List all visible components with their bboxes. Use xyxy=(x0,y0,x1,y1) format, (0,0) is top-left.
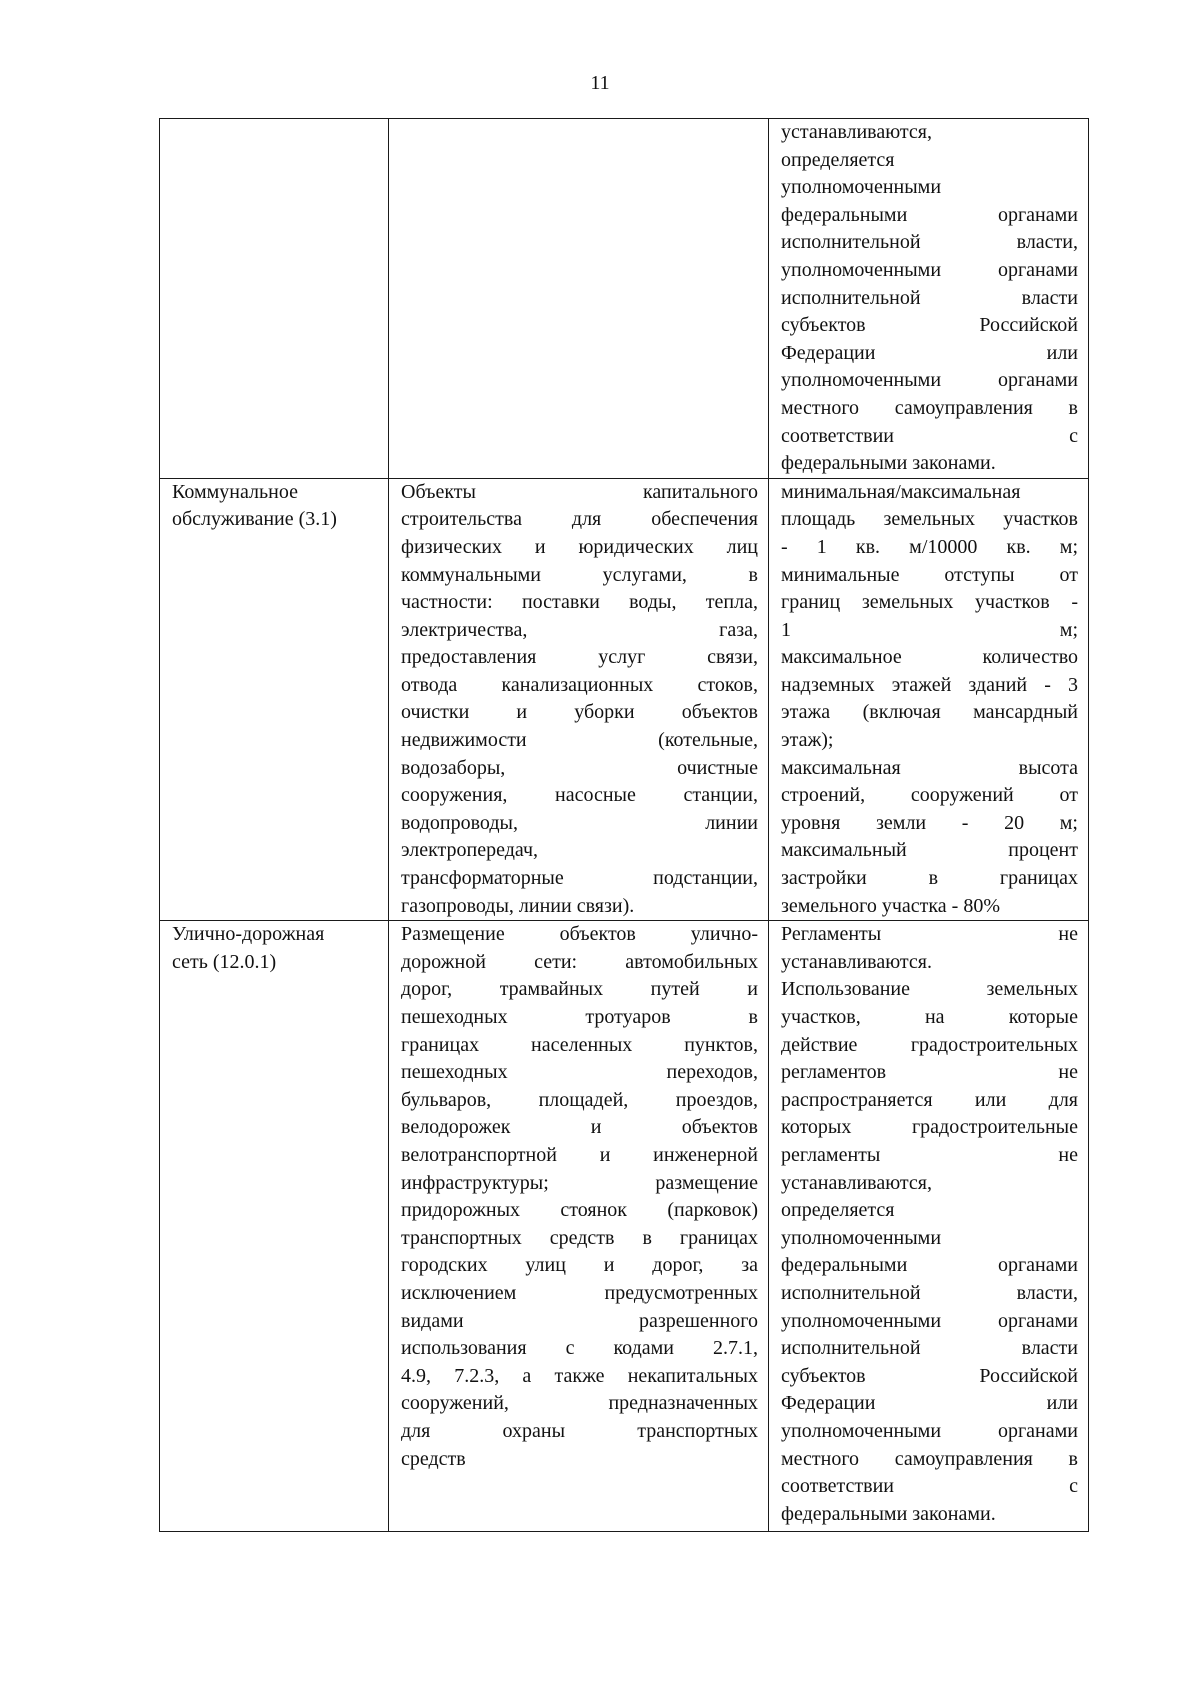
parameter-line: субъектов Российской xyxy=(781,1364,1078,1387)
description-line: инфраструктуры; размещение xyxy=(401,1171,758,1194)
description-line: электричества, газа, xyxy=(401,618,758,641)
use-parameters-cell xyxy=(769,478,1089,921)
use-description-cell xyxy=(389,921,769,1532)
table-row xyxy=(160,119,1089,479)
parameter-line: действие градостроительных xyxy=(781,1033,1078,1056)
description-line: видами разрешенного xyxy=(401,1309,758,1332)
parameter-line: соответствии с xyxy=(781,1475,1078,1498)
use-name-cell xyxy=(160,921,389,1532)
parameter-line: федеральными законами. xyxy=(781,1502,996,1525)
parameter-line: максимальный процент xyxy=(781,839,1078,862)
description-line: городских улиц и дорог, за xyxy=(401,1254,758,1277)
use-description-cell xyxy=(389,478,769,921)
description-line: отвода канализационных стоков, xyxy=(401,673,758,696)
page-number: 11 xyxy=(590,72,610,94)
description-line: велодорожек и объектов xyxy=(401,1116,758,1139)
parameter-line: застройки в границах xyxy=(781,867,1078,890)
description-line: Объекты капитального xyxy=(401,480,758,503)
description-line: пешеходных тротуаров в xyxy=(401,1006,758,1028)
parameter-line: надземных этажей зданий - 3 xyxy=(781,673,1078,696)
parameter-line: минимальные отступы от xyxy=(781,563,1078,586)
use-parameters-cell xyxy=(769,119,1089,479)
parameter-line: максимальная высота xyxy=(781,756,1078,779)
use-description-cell xyxy=(389,119,769,479)
description-line: строительства для обеспечения xyxy=(401,508,758,531)
parameter-line: уполномоченными органами xyxy=(781,369,1078,392)
description-line: трансформаторные подстанции, xyxy=(401,867,758,890)
description-line: Размещение объектов улично- xyxy=(401,923,758,946)
parameter-line: устанавливаются. xyxy=(781,950,932,973)
description-line: границах населенных пунктов, xyxy=(401,1033,758,1056)
table-row xyxy=(160,921,1089,1532)
table-row xyxy=(160,478,1089,921)
parameter-line: исполнительной власти, xyxy=(781,1281,1078,1304)
description-line: водозаборы, очистные xyxy=(401,756,758,779)
description-line: очистки и уборки объектов xyxy=(401,701,758,724)
parameter-line: определяется xyxy=(781,148,895,171)
parameter-line: распространяется или для xyxy=(781,1088,1078,1111)
parameter-line: регламентов не xyxy=(781,1061,1078,1084)
description-line: недвижимости (котельные, xyxy=(401,729,758,752)
parameter-line: регламенты не xyxy=(781,1143,1078,1166)
parameter-line: исполнительной власти xyxy=(781,1337,1078,1360)
parameter-line: соответствии с xyxy=(781,424,1078,447)
description-line: пешеходных переходов, xyxy=(401,1061,758,1084)
parameter-line: 1 м; xyxy=(781,618,1078,641)
parameter-line: минимальная/максимальная xyxy=(781,480,1021,503)
parameter-line: уполномоченными органами xyxy=(781,1419,1078,1442)
parameter-line: устанавливаются, xyxy=(781,121,932,143)
parameter-line: субъектов Российской xyxy=(781,314,1078,337)
parameter-line: уполномоченными органами xyxy=(781,1309,1078,1332)
description-line: исключением предусмотренных xyxy=(401,1281,758,1304)
description-line: коммунальными услугами, в xyxy=(401,563,758,586)
use-parameters-cell xyxy=(769,921,1089,1532)
parameter-line: уполномоченными xyxy=(781,1226,942,1249)
use-name-line: Коммунальное xyxy=(172,480,298,503)
parameter-line: уполномоченными xyxy=(781,176,942,199)
description-line: бульваров, площадей, проездов, xyxy=(401,1088,758,1111)
description-line: транспортных средств в границах xyxy=(401,1226,758,1249)
use-name-line: обслуживание (3.1) xyxy=(172,508,337,531)
parameter-line: площадь земельных участков xyxy=(781,508,1078,531)
description-line: 4.9, 7.2.3, а также некапитальных xyxy=(401,1364,758,1387)
land-use-table xyxy=(159,118,1089,1532)
parameter-line: Федерации или xyxy=(781,341,1078,364)
parameter-line: - 1 кв. м/10000 кв. м; xyxy=(781,535,1078,558)
use-name-cell xyxy=(160,478,389,921)
parameter-line: исполнительной власти, xyxy=(781,231,1078,254)
parameter-line: Регламенты не xyxy=(781,923,1078,946)
parameter-line: которых градостроительные xyxy=(781,1116,1078,1139)
parameter-line: границ земельных участков - xyxy=(781,591,1078,614)
description-line: дорог, трамвайных путей и xyxy=(401,978,758,1001)
description-line: дорожной сети: автомобильных xyxy=(401,950,758,973)
description-line: предоставления услуг связи, xyxy=(401,646,758,669)
description-line: газопроводы, линии связи). xyxy=(401,894,635,917)
parameter-line: Использование земельных xyxy=(781,978,1078,1001)
description-line: электропередач, xyxy=(401,839,539,862)
parameter-line: уполномоченными органами xyxy=(781,258,1078,281)
description-line: велотранспортной и инженерной xyxy=(401,1143,758,1166)
parameter-line: этажа (включая мансардный xyxy=(781,701,1078,724)
parameter-line: уровня земли - 20 м; xyxy=(781,811,1078,834)
use-name-cell xyxy=(160,119,389,479)
parameter-line: федеральными органами xyxy=(781,203,1078,226)
description-line: водопроводы, линии xyxy=(401,811,758,834)
parameter-line: строений, сооружений от xyxy=(781,784,1078,807)
description-line: сооружения, насосные станции, xyxy=(401,784,758,807)
description-line: физических и юридических лиц xyxy=(401,535,758,558)
description-line: использования с кодами 2.7.1, xyxy=(401,1337,758,1360)
parameter-line: земельного участка - 80% xyxy=(781,894,1000,917)
parameter-line: местного самоуправления в xyxy=(781,396,1078,419)
description-line: средств xyxy=(401,1447,466,1470)
parameter-line: местного самоуправления в xyxy=(781,1447,1078,1470)
use-name-line: Улично-дорожная xyxy=(172,923,325,946)
parameter-line: этаж); xyxy=(781,729,834,752)
parameter-line: максимальное количество xyxy=(781,646,1078,669)
description-line: частности: поставки воды, тепла, xyxy=(401,591,758,614)
description-line: придорожных стоянок (парковок) xyxy=(401,1199,758,1222)
parameter-line: определяется xyxy=(781,1199,895,1222)
parameter-line: устанавливаются, xyxy=(781,1171,932,1194)
use-name-line: сеть (12.0.1) xyxy=(172,950,277,973)
parameter-line: Федерации или xyxy=(781,1392,1078,1415)
parameter-line: федеральными органами xyxy=(781,1254,1078,1277)
parameter-line: исполнительной власти xyxy=(781,286,1078,309)
description-line: для охраны транспортных xyxy=(401,1419,758,1442)
parameter-line: участков, на которые xyxy=(781,1006,1078,1028)
description-line: сооружений, предназначенных xyxy=(401,1392,758,1415)
parameter-line: федеральными законами. xyxy=(781,452,996,475)
